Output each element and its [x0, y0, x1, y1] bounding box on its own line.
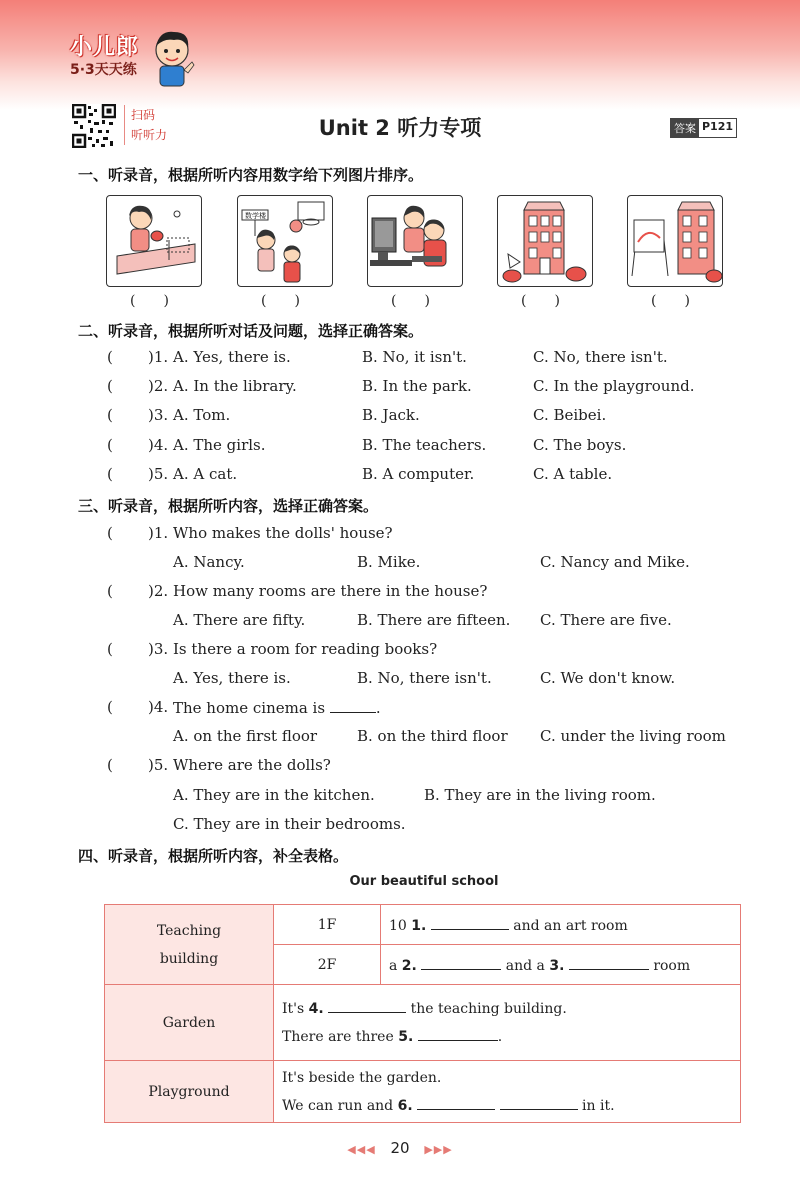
option-b: B. Mike.	[357, 553, 421, 571]
order-blank-1[interactable]: ( )	[130, 293, 169, 309]
option-b: B. No, there isn't.	[357, 669, 492, 687]
fill-blank[interactable]	[431, 915, 509, 930]
answer-blank[interactable]: (	[107, 524, 113, 542]
blank-number: 6.	[397, 1097, 413, 1114]
question-number: )1.	[148, 348, 169, 366]
blank-number: 3.	[549, 958, 565, 974]
question-number: )3.	[148, 406, 169, 424]
picture-art-easel	[627, 195, 723, 287]
question-text: How many rooms are there in the house?	[173, 582, 488, 600]
option-c: C. We don't know.	[540, 669, 676, 687]
option-b: B. The teachers.	[362, 436, 487, 454]
answer-blank[interactable]: (	[107, 582, 113, 600]
text: 10	[389, 918, 412, 934]
option-c: C. They are in their bedrooms.	[173, 815, 406, 833]
page-title: Unit 2 听力专项	[318, 116, 482, 140]
fill-blank[interactable]	[569, 955, 649, 970]
playground-line-2	[282, 1092, 732, 1120]
option-a: A. Nancy.	[173, 553, 245, 571]
picture-table-tennis	[106, 195, 202, 287]
answer-blank[interactable]: (	[107, 756, 113, 774]
option-a: A. There are fifty.	[173, 611, 306, 629]
option-b: B. Jack.	[362, 406, 420, 424]
order-blank-5[interactable]: ( )	[651, 293, 690, 309]
option-a: A. A cat.	[173, 465, 238, 483]
picture-school-building	[497, 195, 593, 287]
left-arrows-icon: ◀◀◀	[347, 1143, 376, 1156]
row-header-playground: Playground	[105, 1061, 274, 1123]
floor-1f: 1F	[274, 905, 381, 945]
option-a: A. Yes, there is.	[173, 669, 291, 687]
blank-number: 4.	[308, 1000, 324, 1017]
option-a: A. Tom.	[173, 406, 231, 424]
section4-heading: 四、听录音，根据所听内容，补全表格。	[78, 847, 349, 865]
option-a: A. on the first floor	[173, 727, 318, 745]
option-a: A. They are in the kitchen.	[173, 786, 375, 804]
floor-1f-content	[381, 905, 741, 945]
answer-blank[interactable]: (	[107, 406, 113, 424]
question-number: )1.	[148, 524, 169, 542]
answer-page: P121	[702, 120, 734, 133]
question-number: )5.	[148, 756, 169, 774]
order-blank-3[interactable]: ( )	[391, 293, 430, 309]
option-c: C. Beibei.	[533, 406, 607, 424]
row-header-garden: Garden	[105, 985, 274, 1061]
option-a: A. In the library.	[173, 377, 297, 395]
garden-line-2: There are three 5. .	[282, 1023, 732, 1051]
section2-heading: 二、听录音，根据所听对话及问题，选择正确答案。	[78, 322, 424, 340]
section3-heading: 三、听录音，根据所听内容，选择正确答案。	[78, 497, 379, 515]
question-text: Is there a room for reading books?	[173, 640, 438, 658]
page-footer	[0, 1139, 800, 1157]
option-c: C. No, there isn't.	[533, 348, 668, 366]
question-number: )2.	[148, 377, 169, 395]
blank-number: 5.	[398, 1028, 414, 1045]
question-text: The home cinema is .	[173, 699, 381, 717]
fill-blank[interactable]	[330, 698, 376, 713]
option-a: A. The girls.	[173, 436, 266, 454]
option-c: C. under the living room	[540, 727, 726, 745]
question-text: Where are the dolls?	[173, 756, 331, 774]
option-c: C. A table.	[533, 465, 613, 483]
text: It's	[282, 1000, 309, 1017]
brand-logo	[70, 30, 139, 79]
fill-blank[interactable]	[418, 1026, 498, 1041]
floor-2f: 2F	[274, 945, 381, 985]
option-a: A. Yes, there is.	[173, 348, 291, 366]
question-number: )4.	[148, 698, 169, 716]
garden-content	[274, 985, 741, 1061]
floor-2f-content	[381, 945, 741, 985]
answer-label: 答案	[671, 119, 699, 137]
question-stem: The home cinema is	[173, 699, 326, 717]
answer-blank[interactable]: (	[107, 436, 113, 454]
order-blank-4[interactable]: ( )	[521, 293, 560, 309]
school-table	[104, 904, 741, 1123]
answer-blank[interactable]: (	[107, 465, 113, 483]
text: and an art room	[513, 918, 628, 934]
scan-line2: 听听力	[131, 128, 168, 142]
blank-number: 2.	[401, 958, 417, 974]
answer-blank[interactable]: (	[107, 348, 113, 366]
fill-blank[interactable]	[500, 1095, 578, 1110]
right-arrows-icon: ▶▶▶	[424, 1143, 453, 1156]
row-header-teaching: Teaching building	[105, 905, 274, 985]
option-b: B. They are in the living room.	[424, 786, 656, 804]
logo-main: 小儿郎	[70, 35, 140, 60]
order-blank-2[interactable]: ( )	[261, 293, 300, 309]
text: a	[389, 958, 402, 974]
question-number: )3.	[148, 640, 169, 658]
question-number: )5.	[148, 465, 169, 483]
fill-blank[interactable]	[421, 955, 501, 970]
text: in it.	[582, 1097, 615, 1114]
answer-blank[interactable]: (	[107, 698, 113, 716]
option-c: C. In the playground.	[533, 377, 695, 395]
blank-number: 1.	[411, 918, 427, 934]
question-number: )4.	[148, 436, 169, 454]
option-c: C. The boys.	[533, 436, 627, 454]
playground-line-1: It's beside the garden.	[282, 1069, 442, 1086]
text: room	[653, 958, 691, 974]
picture-computer	[367, 195, 463, 287]
scan-line1: 扫码	[131, 108, 156, 122]
option-b: B. A computer.	[362, 465, 475, 483]
mascot-boy-icon	[150, 28, 196, 88]
playground-content	[274, 1061, 741, 1123]
option-b: B. There are fifteen.	[357, 611, 511, 629]
page-number: 20	[390, 1139, 410, 1157]
option-b: B. on the third floor	[357, 727, 508, 745]
picture-basketball	[237, 195, 333, 287]
option-b: B. No, it isn't.	[362, 348, 467, 366]
svg-text:数学楼: 数学楼	[245, 212, 266, 220]
table-title: Our beautiful school	[349, 874, 499, 889]
fill-blank[interactable]	[417, 1095, 495, 1110]
answer-blank[interactable]: (	[107, 377, 113, 395]
text: the teaching building.	[410, 1000, 567, 1017]
garden-line-1	[282, 995, 732, 1023]
answer-blank[interactable]: (	[107, 640, 113, 658]
section1-heading: 一、听录音，根据所听内容用数字给下列图片排序。	[78, 166, 424, 184]
text: There are three	[282, 1028, 399, 1045]
answer-reference	[670, 118, 737, 138]
text: We can run and	[282, 1097, 398, 1114]
fill-blank[interactable]	[328, 998, 406, 1013]
logo-sub: 5·3天天练	[70, 62, 137, 78]
text: and a	[505, 958, 550, 974]
option-c: C. There are five.	[540, 611, 672, 629]
question-number: )2.	[148, 582, 169, 600]
question-text: Who makes the dolls' house?	[173, 524, 393, 542]
option-c: C. Nancy and Mike.	[540, 553, 690, 571]
option-b: B. In the park.	[362, 377, 472, 395]
